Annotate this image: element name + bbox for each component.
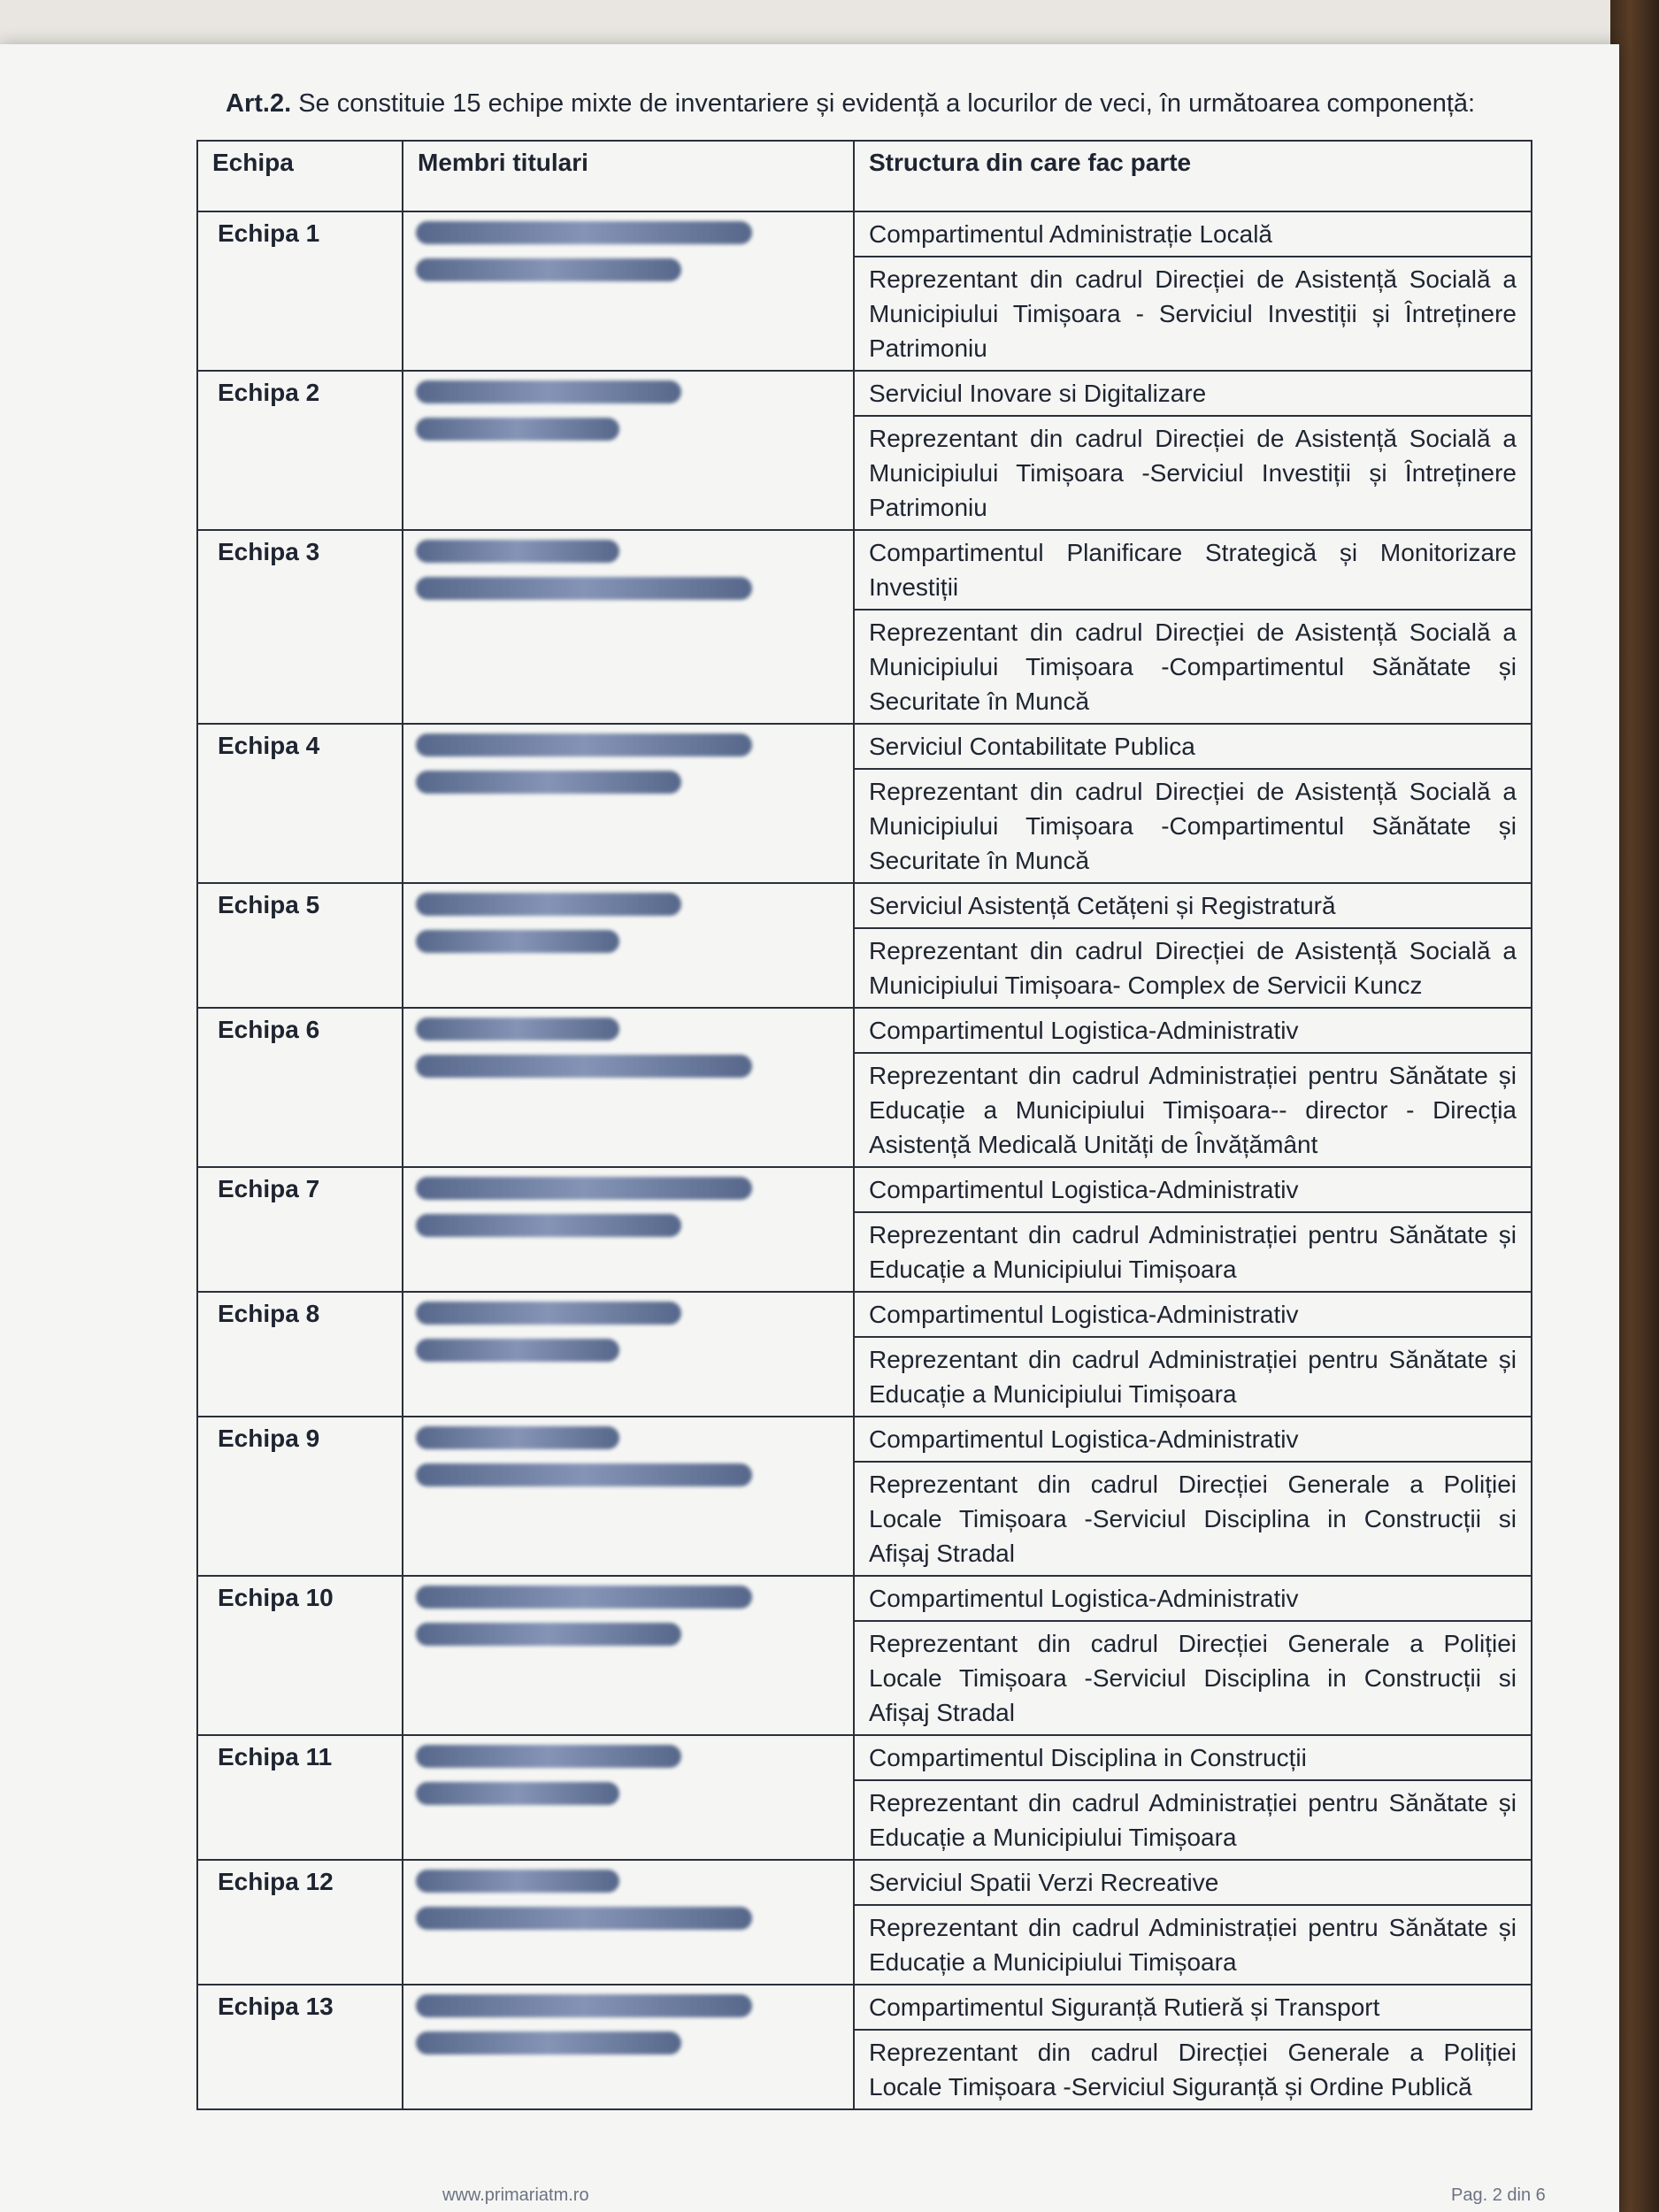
- structure-entry: Compartimentul Planificare Strategică și Monitorizare Investiții: [869, 539, 1517, 601]
- member-entry: [416, 1018, 841, 1049]
- member-entry: [416, 1870, 841, 1901]
- members-cell: [403, 883, 854, 1008]
- member-entry: [416, 1782, 841, 1814]
- structure-entry: Compartimentul Logistica-Administrativ: [869, 1585, 1299, 1612]
- members-cell: [403, 1417, 854, 1576]
- members-cell: [403, 530, 854, 724]
- team-name: Echipa 13: [197, 1985, 403, 2109]
- structure-entry: Reprezentant din cadrul Direcției Generale a Poliției Locale Timișoara -Serviciul Siguranță și Ordine Publică: [855, 2029, 1531, 2108]
- member-entry: [416, 1302, 841, 1333]
- redacted-member-name: [416, 930, 619, 953]
- member-entry: [416, 221, 841, 253]
- structure-entry: Compartimentul Logistica-Administrativ: [869, 1017, 1299, 1044]
- member-entry: [416, 2032, 841, 2063]
- structure-cell: [854, 883, 1532, 1008]
- members-cell: [403, 371, 854, 530]
- structure-entry: Compartimentul Logistica-Administrativ: [869, 1176, 1299, 1203]
- structure-entry: Reprezentant din cadrul Administrației pentru Sănătate și Educație a Municipiului Timișoara: [855, 1779, 1531, 1859]
- members-cell: [403, 1576, 854, 1735]
- structure-entry: Reprezentant din cadrul Direcției de Asistență Socială a Municipiului Timișoara -Compartimentul Sănătate și Securitate în Muncă: [855, 768, 1531, 882]
- structure-cell: [854, 1985, 1532, 2109]
- redacted-member-name: [416, 2032, 681, 2055]
- redacted-member-name: [416, 577, 752, 600]
- team-name: Echipa 11: [197, 1735, 403, 1860]
- members-cell: [403, 1167, 854, 1292]
- member-entry: [416, 1463, 841, 1495]
- structure-entry: Reprezentant din cadrul Administrației pentru Sănătate și Educație a Municipiului Timișoara: [855, 1211, 1531, 1291]
- table-row: [197, 724, 1532, 883]
- table-row: [197, 1417, 1532, 1576]
- structure-entry: Serviciul Spatii Verzi Recreative: [869, 1869, 1219, 1896]
- redacted-member-name: [416, 1623, 681, 1646]
- article-heading: [226, 88, 1509, 119]
- member-entry: [416, 1214, 841, 1246]
- structure-cell: [854, 530, 1532, 724]
- redacted-member-name: [416, 1782, 619, 1805]
- teams-table: [196, 140, 1532, 2110]
- team-name: Echipa 5: [197, 883, 403, 1008]
- member-entry: [416, 1426, 841, 1458]
- table-row: [197, 211, 1532, 371]
- member-entry: [416, 1055, 841, 1087]
- structure-entry: Reprezentant din cadrul Administrației pentru Sănătate și Educație a Municipiului Timișoara-- director - Direcția Asistență Medicală Unități de Învățământ: [855, 1052, 1531, 1166]
- structure-entry: Serviciul Contabilitate Publica: [869, 733, 1195, 760]
- redacted-member-name: [416, 733, 752, 757]
- member-entry: [416, 258, 841, 290]
- structure-entry: Reprezentant din cadrul Direcției de Asistență Socială a Municipiului Timișoara -Serviciul Investiții și Întreținere Patrimoniu: [855, 415, 1531, 529]
- table-header-row: [197, 141, 1532, 211]
- redacted-member-name: [416, 771, 681, 794]
- structure-entry: Compartimentul Logistica-Administrativ: [869, 1301, 1299, 1328]
- header-team: Echipa: [197, 141, 403, 211]
- redacted-member-name: [416, 418, 619, 441]
- redacted-member-name: [416, 893, 681, 916]
- redacted-member-name: [416, 1994, 752, 2017]
- member-entry: [416, 577, 841, 609]
- structure-entry: Reprezentant din cadrul Direcției de Asistență Socială a Municipiului Timișoara- Complex de Servicii Kuncz: [855, 927, 1531, 1007]
- team-name: Echipa 4: [197, 724, 403, 883]
- redacted-member-name: [416, 221, 752, 244]
- footer-contact: www.primariatm.ro: [442, 2185, 589, 2205]
- structure-entry: Compartimentul Siguranță Rutieră și Transport: [869, 1993, 1380, 2021]
- structure-cell: [854, 1735, 1532, 1860]
- table-row: [197, 1292, 1532, 1417]
- table-row: [197, 1860, 1532, 1985]
- team-name: Echipa 7: [197, 1167, 403, 1292]
- header-members: Membri titulari: [403, 141, 854, 211]
- redacted-member-name: [416, 540, 619, 563]
- structure-cell: [854, 1860, 1532, 1985]
- redacted-member-name: [416, 1907, 752, 1930]
- team-name: Echipa 10: [197, 1576, 403, 1735]
- team-name: Echipa 8: [197, 1292, 403, 1417]
- redacted-member-name: [416, 1745, 681, 1768]
- member-entry: [416, 540, 841, 572]
- structure-entry: Compartimentul Logistica-Administrativ: [869, 1425, 1299, 1453]
- structure-entry: Reprezentant din cadrul Administrației pentru Sănătate și Educație a Municipiului Timișoara: [855, 1904, 1531, 1984]
- redacted-member-name: [416, 380, 681, 403]
- member-entry: [416, 771, 841, 803]
- structure-entry: Reprezentant din cadrul Direcției Generale a Poliției Locale Timișoara -Serviciul Disciplina in Construcții si Afișaj Stradal: [855, 1620, 1531, 1734]
- redacted-member-name: [416, 1055, 752, 1078]
- structure-cell: [854, 1008, 1532, 1167]
- header-structure: Structura din care fac parte: [854, 141, 1532, 211]
- members-cell: [403, 1008, 854, 1167]
- member-entry: [416, 893, 841, 925]
- members-cell: [403, 724, 854, 883]
- page-number: Pag. 2 din 6: [1451, 2185, 1546, 2205]
- table-row: [197, 1576, 1532, 1735]
- redacted-member-name: [416, 1586, 752, 1609]
- member-entry: [416, 1745, 841, 1777]
- structure-entry: Compartimentul Administrație Locală: [869, 220, 1272, 248]
- team-name: Echipa 1: [197, 211, 403, 371]
- structure-entry: Compartimentul Disciplina in Construcții: [869, 1744, 1307, 1771]
- members-cell: [403, 1292, 854, 1417]
- structure-cell: [854, 1292, 1532, 1417]
- member-entry: [416, 1994, 841, 2026]
- member-entry: [416, 1339, 841, 1371]
- article-label: Art.2.: [226, 89, 292, 118]
- table-row: [197, 530, 1532, 724]
- redacted-member-name: [416, 1177, 752, 1200]
- structure-cell: [854, 371, 1532, 530]
- member-entry: [416, 380, 841, 412]
- table-row: [197, 1985, 1532, 2109]
- team-name: Echipa 9: [197, 1417, 403, 1576]
- table-body: [197, 211, 1532, 2109]
- redacted-member-name: [416, 1302, 681, 1325]
- table-row: [197, 1008, 1532, 1167]
- structure-entry: Reprezentant din cadrul Direcției Generale a Poliției Locale Timișoara -Serviciul Disciplina in Construcții si Afișaj Stradal: [855, 1461, 1531, 1575]
- members-cell: [403, 211, 854, 371]
- structure-entry: Reprezentant din cadrul Direcției de Asistență Socială a Municipiului Timișoara -Compartimentul Sănătate și Securitate în Muncă: [855, 609, 1531, 723]
- members-cell: [403, 1735, 854, 1860]
- member-entry: [416, 1623, 841, 1655]
- team-name: Echipa 2: [197, 371, 403, 530]
- member-entry: [416, 1907, 841, 1939]
- structure-cell: [854, 1167, 1532, 1292]
- structure-entry: Serviciul Asistență Cetățeni și Registratură: [869, 892, 1336, 919]
- redacted-member-name: [416, 1426, 619, 1449]
- redacted-member-name: [416, 258, 681, 281]
- table-row: [197, 1167, 1532, 1292]
- article-text: Se constituie 15 echipe mixte de inventariere și evidență a locurilor de veci, în următoarea componență:: [298, 89, 1476, 118]
- redacted-member-name: [416, 1463, 752, 1486]
- structure-cell: [854, 724, 1532, 883]
- structure-cell: [854, 1417, 1532, 1576]
- structure-cell: [854, 211, 1532, 371]
- team-name: Echipa 3: [197, 530, 403, 724]
- table-row: [197, 883, 1532, 1008]
- redacted-member-name: [416, 1018, 619, 1041]
- team-name: Echipa 6: [197, 1008, 403, 1167]
- structure-entry: Serviciul Inovare si Digitalizare: [869, 380, 1207, 407]
- structure-entry: Reprezentant din cadrul Direcției de Asistență Socială a Municipiului Timișoara - Serviciul Investiții și Întreținere Patrimoniu: [855, 256, 1531, 370]
- member-entry: [416, 930, 841, 962]
- table-row: [197, 1735, 1532, 1860]
- team-name: Echipa 12: [197, 1860, 403, 1985]
- structure-entry: Reprezentant din cadrul Administrației pentru Sănătate și Educație a Municipiului Timișoara: [855, 1336, 1531, 1416]
- member-entry: [416, 733, 841, 765]
- member-entry: [416, 1177, 841, 1209]
- table-row: [197, 371, 1532, 530]
- members-cell: [403, 1985, 854, 2109]
- redacted-member-name: [416, 1214, 681, 1237]
- redacted-member-name: [416, 1339, 619, 1362]
- member-entry: [416, 418, 841, 449]
- member-entry: [416, 1586, 841, 1617]
- members-cell: [403, 1860, 854, 1985]
- structure-cell: [854, 1576, 1532, 1735]
- redacted-member-name: [416, 1870, 619, 1893]
